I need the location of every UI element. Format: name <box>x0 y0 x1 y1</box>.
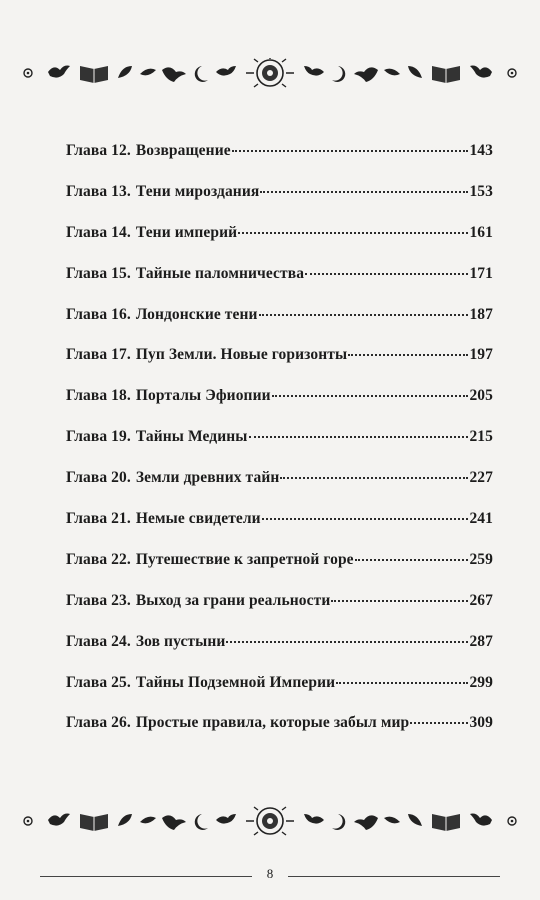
chapter-page-number: 187 <box>469 305 493 323</box>
bird-icon <box>304 814 324 824</box>
dot-leader <box>348 354 468 356</box>
book-icon <box>432 814 460 831</box>
leaf-icon <box>408 814 422 826</box>
chapter-number: Глава 23. <box>66 591 131 609</box>
chapter-title: Выход за грани реальности <box>135 591 331 609</box>
dot-leader <box>226 641 468 643</box>
bird-icon <box>48 814 70 826</box>
dot-leader <box>238 232 468 234</box>
sun-emblem-icon <box>246 58 294 87</box>
leaf-icon <box>140 69 156 76</box>
chapter-page-number: 205 <box>469 387 493 405</box>
crescent-moon-icon <box>332 66 345 82</box>
leaf-icon <box>140 817 156 824</box>
footer-rule-right <box>288 876 500 877</box>
dot-leader <box>272 395 469 397</box>
toc-entry[interactable] <box>66 306 493 347</box>
toc-entry[interactable] <box>66 510 493 551</box>
dot-leader <box>280 477 468 479</box>
chapter-number: Глава 17. <box>66 346 131 364</box>
toc-entry[interactable] <box>66 387 493 428</box>
chapter-title: Тайны Подземной Империи <box>135 673 336 691</box>
toc-entry[interactable] <box>66 592 493 633</box>
chapter-title: Возвращение <box>135 142 231 159</box>
chapter-title: Немые свидетели <box>135 510 261 528</box>
toc-entry[interactable] <box>66 346 493 387</box>
dove-icon <box>354 815 378 830</box>
bird-icon <box>216 814 236 824</box>
chapter-page-number: 309 <box>469 714 493 732</box>
chapter-title: Простые правила, которые забыл мир <box>135 714 410 732</box>
chapter-page-number: 197 <box>469 346 493 364</box>
ornament-graphic <box>22 806 518 836</box>
chapter-title: Путешествие к запретной горе <box>135 550 354 568</box>
dot-leader <box>262 518 469 520</box>
dot-leader <box>410 722 468 724</box>
book-icon <box>80 814 108 831</box>
bird-icon <box>470 66 492 78</box>
toc-entry[interactable] <box>66 551 493 592</box>
toc-entry[interactable] <box>66 633 493 674</box>
chapter-page-number: 299 <box>469 673 493 691</box>
dot-leader <box>355 559 469 561</box>
toc-entry[interactable] <box>66 674 493 715</box>
dot-leader <box>249 436 469 438</box>
leaf-icon <box>118 66 132 78</box>
chapter-number: Глава 24. <box>66 632 131 650</box>
leaf-icon <box>384 817 400 824</box>
toc-entry[interactable] <box>66 714 493 755</box>
toc-entry[interactable] <box>66 224 493 265</box>
chapter-page-number: 171 <box>469 264 493 282</box>
chapter-title: Тайные паломничества <box>135 264 305 282</box>
chapter-page-number: 241 <box>469 510 493 528</box>
book-icon <box>80 66 108 83</box>
dot-leader <box>232 150 469 152</box>
chapter-page-number: 143 <box>469 142 493 159</box>
chapter-number: Глава 15. <box>66 264 131 282</box>
leaf-icon <box>118 814 132 826</box>
bird-icon <box>304 66 324 76</box>
dot-leader <box>260 191 468 193</box>
chapter-page-number: 161 <box>469 223 493 241</box>
bird-icon <box>216 66 236 76</box>
chapter-number: Глава 21. <box>66 510 131 528</box>
footer-rule-left <box>40 876 252 877</box>
chapter-page-number: 267 <box>469 591 493 609</box>
leaf-icon <box>384 69 400 76</box>
chapter-number: Глава 14. <box>66 223 131 241</box>
chapter-number: Глава 18. <box>66 387 131 405</box>
leaf-icon <box>408 66 422 78</box>
dove-icon <box>354 67 378 82</box>
chapter-title: Тени мироздания <box>135 182 260 200</box>
toc-entry[interactable] <box>66 428 493 469</box>
chapter-title: Пуп Земли. Новые горизонты <box>135 346 348 364</box>
chapter-title: Тайны Медины <box>135 428 248 446</box>
crescent-moon-icon <box>195 66 208 82</box>
toc-entry[interactable] <box>66 183 493 224</box>
chapter-number: Глава 22. <box>66 550 131 568</box>
book-icon <box>432 66 460 83</box>
sun-emblem-icon <box>246 807 294 835</box>
dove-icon <box>162 815 186 830</box>
bird-icon <box>470 814 492 826</box>
table-of-contents <box>66 142 493 755</box>
chapter-number: Глава 26. <box>66 714 131 732</box>
ornament-graphic <box>22 58 518 88</box>
page-number: 8 <box>266 866 274 881</box>
toc-entry[interactable] <box>66 469 493 510</box>
top-ornament-band <box>22 58 518 88</box>
chapter-title: Зов пустыни <box>135 632 226 650</box>
chapter-page-number: 259 <box>469 550 493 568</box>
dot-leader <box>305 273 468 275</box>
chapter-number: Глава 20. <box>66 469 131 487</box>
chapter-number: Глава 16. <box>66 305 131 323</box>
chapter-number: Глава 25. <box>66 673 131 691</box>
dot-leader <box>259 314 469 316</box>
chapter-title: Порталы Эфиопии <box>135 387 271 405</box>
chapter-page-number: 227 <box>469 469 493 487</box>
toc-entry[interactable] <box>66 142 493 183</box>
crescent-moon-icon <box>332 814 345 830</box>
dove-icon <box>162 67 186 82</box>
chapter-number: Глава 13. <box>66 182 131 200</box>
chapter-title: Земли древних тайн <box>135 469 280 487</box>
crescent-moon-icon <box>195 814 208 830</box>
chapter-title: Тени империй <box>135 223 238 241</box>
chapter-page-number: 215 <box>469 428 493 446</box>
chapter-number: Глава 12. <box>66 142 131 159</box>
chapter-title: Лондонские тени <box>135 305 258 323</box>
bird-icon <box>48 66 70 78</box>
chapter-number: Глава 19. <box>66 428 131 446</box>
dot-leader <box>331 600 468 602</box>
chapter-page-number: 153 <box>469 182 493 200</box>
dot-leader <box>336 682 468 684</box>
chapter-page-number: 287 <box>469 632 493 650</box>
bottom-ornament-band <box>22 806 518 836</box>
toc-entry[interactable] <box>66 265 493 306</box>
